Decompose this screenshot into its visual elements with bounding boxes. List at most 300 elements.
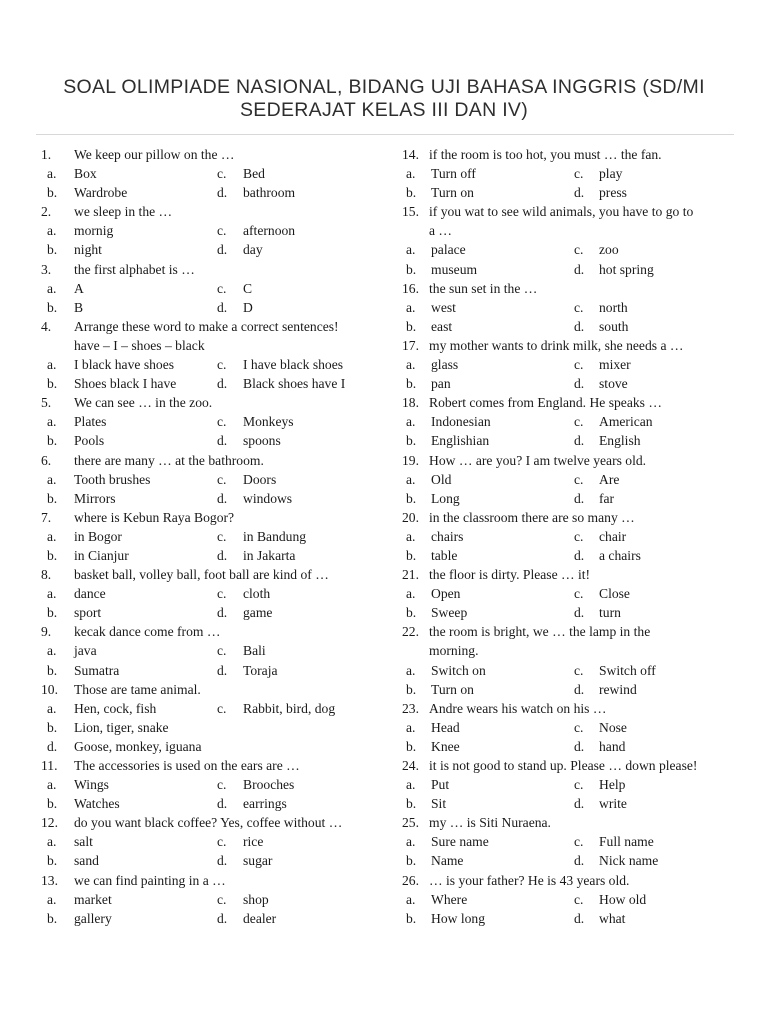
option-letter: c. xyxy=(574,242,584,258)
option-letter: d. xyxy=(574,910,585,926)
option-letter: b. xyxy=(406,910,417,926)
option-letter: d. xyxy=(574,433,585,449)
option-text: Goose, monkey, iguana xyxy=(74,738,202,754)
option-text: Where xyxy=(431,891,468,907)
option-letter: d. xyxy=(574,185,585,201)
question-line xyxy=(399,393,733,412)
question-line xyxy=(399,279,733,298)
option-text: glass xyxy=(431,357,459,373)
question-line xyxy=(36,680,370,699)
option-letter: c. xyxy=(574,891,584,907)
option-line xyxy=(36,832,370,851)
question-number: 23. xyxy=(402,700,419,716)
option-text: table xyxy=(431,547,458,563)
option-letter: b. xyxy=(47,853,58,869)
option-text: Brooches xyxy=(243,777,295,793)
option-text: D xyxy=(243,299,253,315)
option-text: cloth xyxy=(243,586,271,602)
question-line xyxy=(36,813,370,832)
option-line xyxy=(36,546,370,565)
option-text: stove xyxy=(599,376,628,392)
option-text: Wardrobe xyxy=(74,185,128,201)
option-letter: a. xyxy=(406,357,416,373)
option-letter: b. xyxy=(406,433,417,449)
option-text: north xyxy=(599,299,628,315)
question-text: We can see … in the zoo. xyxy=(74,395,213,411)
question-line xyxy=(399,756,733,775)
option-text: C xyxy=(243,280,253,296)
option-letter: a. xyxy=(47,700,57,716)
option-line xyxy=(399,374,733,393)
question-text: do you want black coffee? Yes, coffee without … xyxy=(74,815,343,831)
option-text: Tooth brushes xyxy=(74,471,151,487)
option-line xyxy=(399,431,733,450)
question-number: 11. xyxy=(41,758,58,773)
question-line xyxy=(36,202,370,221)
option-line xyxy=(36,661,370,680)
option-line xyxy=(399,851,733,870)
option-text: west xyxy=(431,299,456,315)
question-line xyxy=(36,393,370,412)
option-letter: b. xyxy=(47,605,58,621)
option-text: Sit xyxy=(431,796,447,812)
question-number: 4. xyxy=(41,318,52,334)
option-text: in Bandung xyxy=(243,528,307,544)
option-letter: d. xyxy=(574,738,585,754)
question-text: my mother wants to drink milk, she needs a … xyxy=(429,337,684,353)
question-text: Robert comes from England. He speaks … xyxy=(429,395,662,411)
option-line xyxy=(399,317,733,336)
option-letter: d. xyxy=(217,547,228,563)
question-number: 16. xyxy=(402,280,419,296)
question-text-continued: have – I – shoes – black xyxy=(74,337,205,353)
option-letter: b. xyxy=(47,910,58,926)
question-continuation xyxy=(399,221,733,240)
option-letter: a. xyxy=(47,834,57,850)
option-text: Switch on xyxy=(431,662,486,678)
question-text: the room is bright, we … the lamp in the xyxy=(429,624,651,640)
question-number: 12. xyxy=(41,815,58,831)
option-line xyxy=(399,183,733,202)
option-letter: a. xyxy=(406,299,416,315)
option-text: Knee xyxy=(431,738,460,754)
option-text: Help xyxy=(599,777,626,793)
option-letter: d. xyxy=(217,605,228,621)
question-number: 1. xyxy=(41,147,52,162)
option-letter: c. xyxy=(574,777,584,793)
option-line xyxy=(399,603,733,622)
question-line xyxy=(399,451,733,470)
option-line xyxy=(36,183,370,202)
question-line xyxy=(36,317,370,336)
option-text: market xyxy=(74,891,112,907)
option-letter: a. xyxy=(47,777,57,793)
option-letter: c. xyxy=(217,166,227,182)
option-text: Wings xyxy=(74,777,109,793)
option-letter: b. xyxy=(47,796,58,812)
option-letter: a. xyxy=(47,891,57,907)
question-line xyxy=(399,336,733,355)
option-text: hand xyxy=(599,738,626,754)
option-line xyxy=(36,240,370,259)
option-text: game xyxy=(243,605,273,621)
question-line xyxy=(36,508,370,527)
option-letter: c. xyxy=(217,414,227,430)
option-text: Monkeys xyxy=(243,414,294,430)
option-text: Head xyxy=(431,719,460,735)
option-letter: a. xyxy=(47,528,57,544)
option-text: rice xyxy=(243,834,264,850)
option-line xyxy=(36,775,370,794)
option-line xyxy=(36,699,370,718)
option-letter: d. xyxy=(217,853,228,869)
option-letter: d. xyxy=(574,853,585,869)
question-text-continued: a … xyxy=(429,223,453,239)
option-text: Turn off xyxy=(431,166,476,182)
option-text: I have black shoes xyxy=(243,357,344,373)
option-letter: c. xyxy=(217,643,227,659)
option-text: Full name xyxy=(599,834,654,850)
option-text: Doors xyxy=(243,471,277,487)
option-letter: b. xyxy=(47,433,58,449)
option-text: sugar xyxy=(243,853,273,869)
question-text: there are many … at the bathroom. xyxy=(74,452,264,468)
left-question-column xyxy=(36,145,370,928)
option-letter: c. xyxy=(574,357,584,373)
option-text: Sweep xyxy=(431,605,468,621)
option-line xyxy=(399,355,733,374)
option-text: chair xyxy=(599,528,627,544)
option-text: dance xyxy=(74,586,106,602)
question-number: 10. xyxy=(41,681,58,697)
question-line xyxy=(399,871,733,890)
option-text: sport xyxy=(74,605,102,621)
option-text: afternoon xyxy=(243,223,296,239)
option-text: Indonesian xyxy=(431,414,491,430)
option-letter: a. xyxy=(406,586,416,602)
question-line xyxy=(399,622,733,641)
question-text: where is Kebun Raya Bogor? xyxy=(74,509,235,525)
option-letter: c. xyxy=(574,528,584,544)
option-letter: a. xyxy=(406,242,416,258)
option-text: east xyxy=(431,318,453,334)
option-letter: c. xyxy=(217,834,227,850)
option-letter: a. xyxy=(406,891,416,907)
option-letter: b. xyxy=(47,719,58,735)
option-line xyxy=(36,641,370,660)
option-letter: d. xyxy=(217,242,228,258)
question-text: if you wat to see wild animals, you have to go to xyxy=(429,204,694,220)
option-letter: c. xyxy=(217,223,227,239)
option-line xyxy=(399,470,733,489)
option-letter: a. xyxy=(406,777,416,793)
option-line xyxy=(399,546,733,565)
option-text: chairs xyxy=(431,528,464,544)
option-letter: d. xyxy=(574,376,585,392)
question-number: 26. xyxy=(402,872,419,888)
option-letter: d. xyxy=(217,299,228,315)
option-letter: d. xyxy=(217,796,228,812)
question-line xyxy=(36,451,370,470)
option-letter: a. xyxy=(47,414,57,430)
option-text: I black have shoes xyxy=(74,357,175,373)
option-text: Black shoes have I xyxy=(243,376,346,392)
question-number: 19. xyxy=(402,452,419,468)
option-text: Are xyxy=(599,471,620,487)
option-text: day xyxy=(243,242,263,258)
option-line xyxy=(36,374,370,393)
option-text: hot spring xyxy=(599,261,654,277)
option-line xyxy=(399,584,733,603)
option-text: Sure name xyxy=(431,834,489,850)
question-continuation xyxy=(399,641,733,660)
option-line xyxy=(399,794,733,813)
option-text: museum xyxy=(431,261,478,277)
question-text: … is your father? He is 43 years old. xyxy=(429,872,630,888)
option-letter: a. xyxy=(406,471,416,487)
option-line xyxy=(399,680,733,699)
question-line xyxy=(36,622,370,641)
option-letter: d. xyxy=(574,318,585,334)
option-letter: c. xyxy=(574,471,584,487)
option-text: Put xyxy=(431,777,450,793)
option-letter: d. xyxy=(217,910,228,926)
option-text: Watches xyxy=(74,796,120,812)
right-question-column xyxy=(399,145,733,928)
option-line xyxy=(399,298,733,317)
question-line xyxy=(36,565,370,584)
question-text: The accessories is used on the ears are … xyxy=(74,758,300,773)
option-line xyxy=(36,470,370,489)
option-text: Box xyxy=(74,166,97,182)
question-number: 24. xyxy=(402,758,419,773)
option-text: turn xyxy=(599,605,621,621)
option-text: A xyxy=(74,280,84,296)
option-letter: b. xyxy=(406,681,417,697)
option-letter: b. xyxy=(406,185,417,201)
option-line xyxy=(36,298,370,317)
option-line xyxy=(36,737,370,756)
option-letter: c. xyxy=(217,891,227,907)
option-letter: c. xyxy=(217,357,227,373)
option-text: palace xyxy=(431,242,466,258)
option-letter: d. xyxy=(217,490,228,506)
option-line xyxy=(399,718,733,737)
option-line xyxy=(399,775,733,794)
question-text: the sun set in the … xyxy=(429,280,538,296)
option-line xyxy=(36,221,370,240)
option-letter: b. xyxy=(47,242,58,258)
option-letter: a. xyxy=(406,414,416,430)
option-letter: c. xyxy=(574,414,584,430)
question-number: 8. xyxy=(41,567,52,583)
option-letter: d. xyxy=(47,738,58,754)
option-line xyxy=(36,584,370,603)
question-line xyxy=(36,145,370,164)
option-text: English xyxy=(599,433,641,449)
option-text: How long xyxy=(431,910,485,926)
option-text: Lion, tiger, snake xyxy=(74,719,169,735)
option-letter: a. xyxy=(406,662,416,678)
option-text: south xyxy=(599,318,629,334)
option-letter: b. xyxy=(406,796,417,812)
question-number: 6. xyxy=(41,452,52,468)
option-letter: a. xyxy=(47,471,57,487)
option-letter: b. xyxy=(406,547,417,563)
option-text: Turn on xyxy=(431,185,474,201)
option-text: Long xyxy=(431,490,460,506)
option-text: Englishian xyxy=(431,433,490,449)
option-text: Nose xyxy=(599,719,627,735)
option-text: windows xyxy=(243,490,293,506)
option-line xyxy=(36,431,370,450)
option-text: rewind xyxy=(599,681,637,697)
option-text: Switch off xyxy=(599,662,656,678)
option-letter: b. xyxy=(47,547,58,563)
option-text: bathroom xyxy=(243,185,296,201)
option-letter: c. xyxy=(217,528,227,544)
option-letter: c. xyxy=(574,299,584,315)
option-text: zoo xyxy=(599,242,619,258)
question-number: 21. xyxy=(402,567,419,583)
question-text: we can find painting in a … xyxy=(74,872,226,888)
option-letter: d. xyxy=(574,681,585,697)
option-text: java xyxy=(74,643,97,659)
question-text: we sleep in the … xyxy=(74,204,173,220)
title-line-1: SOAL OLIMPIADE NASIONAL, BIDANG UJI BAHASA INGGRIS (SD/MI xyxy=(63,76,705,98)
option-text: Plates xyxy=(74,414,107,430)
question-number: 5. xyxy=(41,395,52,411)
option-text: Name xyxy=(431,853,464,869)
option-text: in Bogor xyxy=(74,528,122,544)
option-line xyxy=(399,260,733,279)
option-letter: d. xyxy=(574,547,585,563)
option-text: night xyxy=(74,242,102,258)
option-text: Old xyxy=(431,471,452,487)
title-divider xyxy=(36,134,734,135)
option-line xyxy=(36,527,370,546)
option-letter: d. xyxy=(574,605,585,621)
option-letter: c. xyxy=(217,280,227,296)
option-letter: b. xyxy=(406,261,417,277)
option-line xyxy=(36,890,370,909)
option-text: Close xyxy=(599,586,630,602)
option-letter: d. xyxy=(217,185,228,201)
question-text: basket ball, volley ball, foot ball are kind of … xyxy=(74,567,329,583)
option-line xyxy=(36,794,370,813)
option-letter: b. xyxy=(47,376,58,392)
option-letter: d. xyxy=(574,796,585,812)
question-number: 3. xyxy=(41,261,52,277)
option-text: sand xyxy=(74,853,99,869)
option-line xyxy=(399,527,733,546)
option-text: Nick name xyxy=(599,853,659,869)
option-letter: b. xyxy=(47,490,58,506)
title-line-2: SEDERAJAT KELAS III DAN IV) xyxy=(239,99,529,121)
option-letter: d. xyxy=(217,433,228,449)
option-text: Rabbit, bird, dog xyxy=(243,700,336,716)
option-text: in Jakarta xyxy=(243,547,296,563)
question-line xyxy=(399,145,733,164)
question-text: the first alphabet is … xyxy=(74,261,195,277)
option-line xyxy=(399,832,733,851)
question-text: We keep our pillow on the … xyxy=(74,147,235,162)
question-text: the floor is dirty. Please … it! xyxy=(429,567,591,583)
option-text: Sumatra xyxy=(74,662,120,678)
question-line xyxy=(399,202,733,221)
option-letter: c. xyxy=(217,471,227,487)
option-line xyxy=(399,737,733,756)
question-line xyxy=(399,699,733,718)
option-line xyxy=(36,603,370,622)
option-text: write xyxy=(599,796,627,812)
option-line xyxy=(399,240,733,259)
question-continuation xyxy=(36,336,370,355)
option-letter: b. xyxy=(406,376,417,392)
question-number: 22. xyxy=(402,624,419,640)
option-letter: b. xyxy=(406,738,417,754)
option-letter: a. xyxy=(47,643,57,659)
option-text: Pools xyxy=(74,433,105,449)
option-text: How old xyxy=(599,891,647,907)
option-letter: c. xyxy=(574,719,584,735)
question-text: if the room is too hot, you must … the fan. xyxy=(429,147,662,162)
option-line xyxy=(36,718,370,737)
option-text: shop xyxy=(243,891,269,907)
option-line xyxy=(399,909,733,928)
option-text: Turn on xyxy=(431,681,474,697)
option-line xyxy=(36,279,370,298)
option-letter: a. xyxy=(47,357,57,373)
option-letter: a. xyxy=(47,223,57,239)
option-letter: c. xyxy=(574,834,584,850)
question-text-continued: morning. xyxy=(429,643,479,659)
option-text: press xyxy=(599,185,627,201)
question-number: 14. xyxy=(402,147,419,162)
option-letter: a. xyxy=(47,586,57,602)
option-text: play xyxy=(599,166,623,182)
question-text: How … are you? I am twelve years old. xyxy=(429,452,647,468)
option-line xyxy=(36,164,370,183)
option-text: Bed xyxy=(243,166,265,182)
option-letter: c. xyxy=(574,166,584,182)
question-line xyxy=(399,813,733,832)
question-line xyxy=(399,565,733,584)
option-letter: d. xyxy=(574,261,585,277)
option-line xyxy=(36,489,370,508)
option-text: in Cianjur xyxy=(74,547,129,563)
option-text: salt xyxy=(74,834,93,850)
option-line xyxy=(36,355,370,374)
question-text: my … is Siti Nuraena. xyxy=(429,815,551,831)
option-letter: b. xyxy=(406,318,417,334)
option-text: a chairs xyxy=(599,547,641,563)
question-line xyxy=(36,756,370,775)
question-line xyxy=(36,871,370,890)
option-letter: b. xyxy=(47,662,58,678)
question-text: Arrange these word to make a correct sentences! xyxy=(74,318,339,334)
option-text: B xyxy=(74,299,84,315)
option-letter: b. xyxy=(47,185,58,201)
option-letter: a. xyxy=(406,719,416,735)
option-text: Mirrors xyxy=(74,490,116,506)
question-number: 20. xyxy=(402,509,419,525)
question-line xyxy=(36,260,370,279)
option-text: earrings xyxy=(243,796,287,812)
option-letter: a. xyxy=(47,280,57,296)
option-line xyxy=(399,661,733,680)
question-text: Andre wears his watch on his … xyxy=(429,700,607,716)
